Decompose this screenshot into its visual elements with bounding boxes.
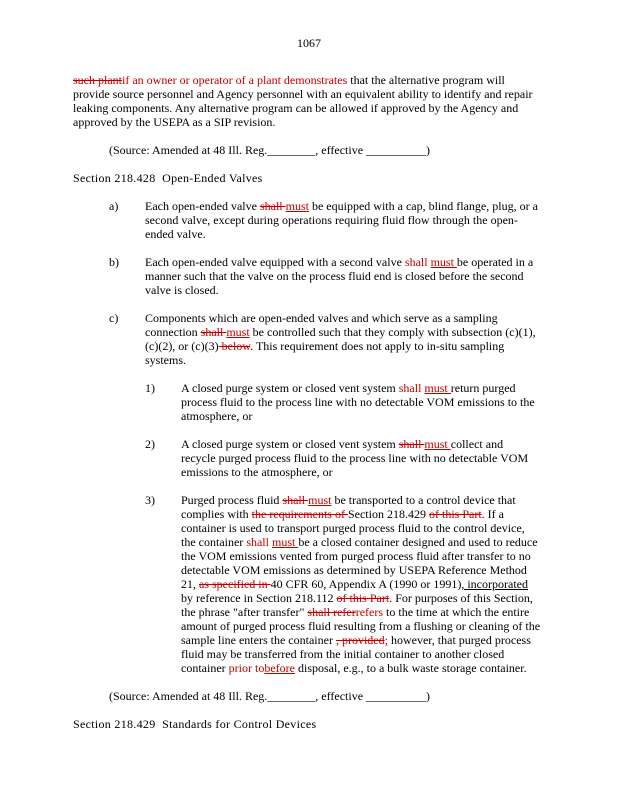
deleted-text: of this Part [336,591,390,605]
inserted-text: must [226,325,250,339]
item-c3-line-8 [181,591,533,605]
item-c-line-4: systems. [145,353,187,367]
inserted-text: prior to [228,661,265,675]
item-c3-line-1 [181,493,516,507]
item-a-line-3: ended valve. [145,227,206,241]
text: 21, [181,577,199,591]
deleted-text: shall [398,437,425,451]
inserted-text: shall [398,381,425,395]
item-c3-line-4 [181,535,538,549]
inserted-text: refers [355,605,384,619]
deleted-text: below [218,339,251,353]
item-c1-line-2: process fluid to the process line with no detectable VOM emissions to the [181,395,535,409]
deleted-text: shall refer [307,605,356,619]
item-c2-line-1 [181,437,503,451]
item-c3-line-9 [181,605,529,619]
text: disposal, e.g., to a bulk waste storage container. [294,661,527,675]
deleted-text: , provided [335,633,385,647]
item-a-line-2: second valve, except during operations requiring fluid flow through the open- [145,213,518,227]
text: return purged [450,381,516,395]
item-c3-line-7 [181,577,528,591]
text: sample line enters the container [181,633,336,647]
deleted-text: shall [282,493,309,507]
text: be a closed container designed and used to reduce [298,535,538,549]
section-title: Standards for Control Devices [162,717,317,731]
item-b-line-2: manner such that the valve on the process fluid end is closed before the second [145,269,524,283]
deleted-text: shall [259,199,286,213]
inserted-text: must [424,381,451,395]
section-number: Section 218.428 [73,171,156,185]
deleted-text: shall [200,325,227,339]
item-c3-line-12: fluid may be transferred from the initial container to another closed [181,647,505,661]
text: Each open-ended valve equipped with a second valve [145,255,405,269]
intro-line-2: provide source personnel and Agency personnel with an equivalent ability to identify and repair [73,87,533,101]
item-c3-line-13 [181,661,527,675]
text: Section 218.429 [347,507,429,521]
item-c3-line-6: detectable VOM emissions as determined by USEPA Reference Method [181,563,527,577]
text: . This requirement does not apply to in-situ sampling [250,339,505,353]
text: 40 CFR 60, Appendix A (1990 or 1991) [270,577,462,591]
intro-line-1 [73,73,505,87]
text: (c)(2), or (c)(3) [145,339,219,353]
item-c3-line-10: amount of purged process fluid resulting from a flushing or cleaning of the [181,619,541,633]
item-c2-line-3: emissions to the atmosphere, or [181,465,333,479]
inserted-text: must [430,255,457,269]
item-b-line-1 [145,255,533,269]
intro-line-4: approved by the USEPA as a SIP revision. [73,115,276,129]
item-c3-line-11 [181,633,531,647]
text: connection [145,325,201,339]
text: be controlled such that they comply with subsection (c)(1), [249,325,536,339]
text: that the alternative program will [347,73,505,87]
item-c-line-1: Components which are open-ended valves and which serve as a sampling [145,311,498,325]
deleted-text: such plant [73,73,122,87]
text: be operated in a [456,255,534,269]
page-number: 1067 [297,36,321,50]
text: container [181,661,229,675]
inserted-text: must [271,535,299,549]
text: to the time at which the entire [383,605,530,619]
deleted-text: of this Part [428,507,482,521]
item-c1-line-1 [181,381,516,395]
section-heading [73,717,316,731]
deleted-text: the requirements of [251,507,348,521]
section-number: Section 218.429 [73,717,156,731]
item-label-c2: 2) [145,437,155,451]
inserted-text: shall [246,535,272,549]
text: . If a [481,507,504,521]
section-title: Open-Ended Valves [162,171,263,185]
text: however, that purged process [387,633,531,647]
text: Purged process fluid [181,493,283,507]
item-label-c: c) [109,311,119,325]
item-c3-line-5: the VOM emissions vented from purged process fluid after transfer to no [181,549,531,563]
inserted-text: ; [384,633,388,647]
item-c-line-3 [145,339,504,353]
item-a-line-1 [145,199,538,213]
item-c-line-2 [145,325,536,339]
inserted-text: shall [404,255,431,269]
item-label-c3: 3) [145,493,155,507]
item-b-line-3: valve is closed. [145,283,219,297]
text: complies with [181,507,252,521]
inserted-text: must [285,199,309,213]
item-label-a: a) [109,199,119,213]
text: the phrase "after transfer" [181,605,308,619]
item-c1-line-3: atmosphere, or [181,409,253,423]
item-c3-line-2 [181,507,504,521]
inserted-text: if an owner or operator of a plant demonstrates [122,73,348,87]
item-c2-line-2: recycle purged process fluid to the process line with no detectable VOM [181,451,529,465]
source-note: (Source: Amended at 48 Ill. Reg.________, effective __________) [109,143,431,157]
text: be equipped with a cap, blind flange, plug, or a [308,199,538,213]
item-c3-line-3: container is used to transport purged process fluid to the control device, [181,521,525,535]
inserted-text: before [264,661,295,675]
text: A closed purge system or closed vent system [181,381,399,395]
source-note: (Source: Amended at 48 Ill. Reg.________, effective __________) [109,689,431,703]
inserted-text: must [308,493,332,507]
text: . For purposes of this Section, [389,591,533,605]
intro-line-3: leaking components. Any alternative program can be allowed if approved by the Agency and [73,101,519,115]
deleted-text: as specified in [199,577,271,591]
item-label-c1: 1) [145,381,155,395]
item-label-b: b) [109,255,119,269]
text: collect and [450,437,504,451]
inserted-text: , incorporated [461,577,528,591]
text: A closed purge system or closed vent system [181,437,399,451]
text: the container [181,535,247,549]
section-heading [73,171,263,185]
text: be transported to a control device that [331,493,516,507]
text: by reference in Section 218.112 [181,591,337,605]
text: Each open-ended valve [145,199,260,213]
inserted-text: must [424,437,451,451]
